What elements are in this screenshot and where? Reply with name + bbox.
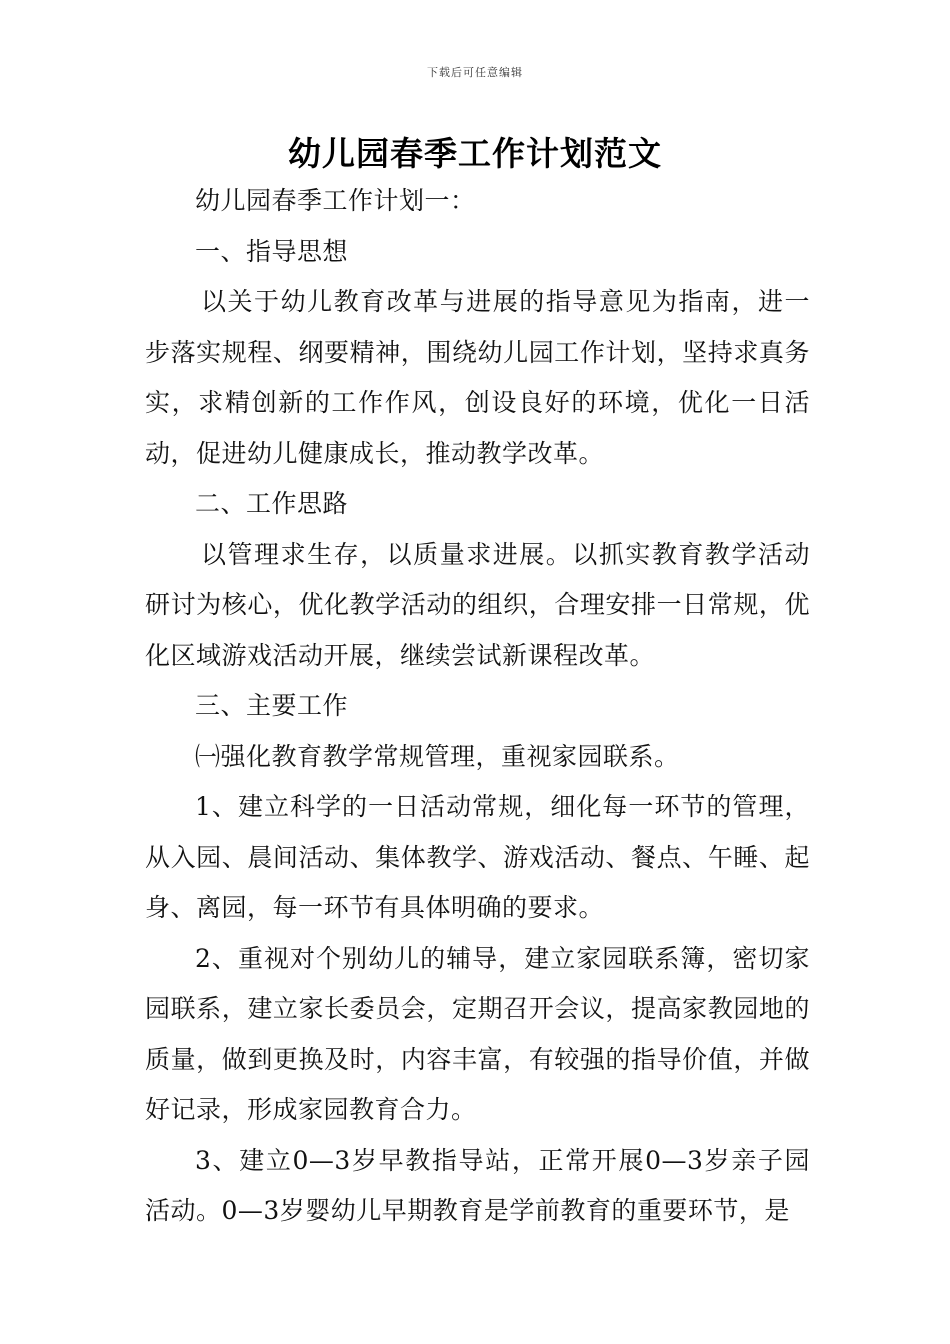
paragraph-item-3: 3、建立0—3岁早教指导站，正常开展0—3岁亲子园活动。0—3岁婴幼儿早期教育是学前教育的重要环节，是 (145, 1145, 810, 1225)
paragraph-work-approach: 以管理求生存，以质量求进展。以抓实教育教学活动研讨为核心，优化教学活动的组织，合理安排一日常规，优化区域游戏活动开展，继续尝试新课程改革。 (145, 539, 810, 670)
heading-work-approach: 二、工作思路 (195, 489, 349, 518)
subheading-routine-management: ㈠强化教育教学常规管理，重视家园联系。 (195, 741, 680, 771)
header-note: 下载后可任意编辑 (427, 66, 523, 79)
heading-main-work: 三、主要工作 (195, 691, 349, 720)
heading-guiding-ideas: 一、指导思想 (195, 236, 349, 266)
document-body (145, 176, 810, 1237)
paragraph-guiding-ideas: 以关于幼儿教育改革与进展的指导意见为指南，进一步落实规程、纲要精神，围绕幼儿园工作计划，坚持求真务实，求精创新的工作作风，创设良好的环境，优化一日活动，促进幼儿健康成长，推动教学改革。 (145, 287, 810, 468)
section-intro: 幼儿园春季工作计划一： (195, 186, 476, 215)
paragraph-item-2: 2、重视对个别幼儿的辅导，建立家园联系簿，密切家园联系，建立家长委员会，定期召开会议，提高家教园地的质量，做到更换及时，内容丰富，有较强的指导价值，并做好记录，形成家园教育合力。 (145, 943, 810, 1124)
document-title: 幼儿园春季工作计划范文 (288, 134, 662, 173)
paragraph-item-1: 1、建立科学的一日活动常规，细化每一环节的管理，从入园、晨间活动、集体教学、游戏活动、餐点、午睡、起身、离园，每一环节有具体明确的要求。 (145, 792, 810, 922)
